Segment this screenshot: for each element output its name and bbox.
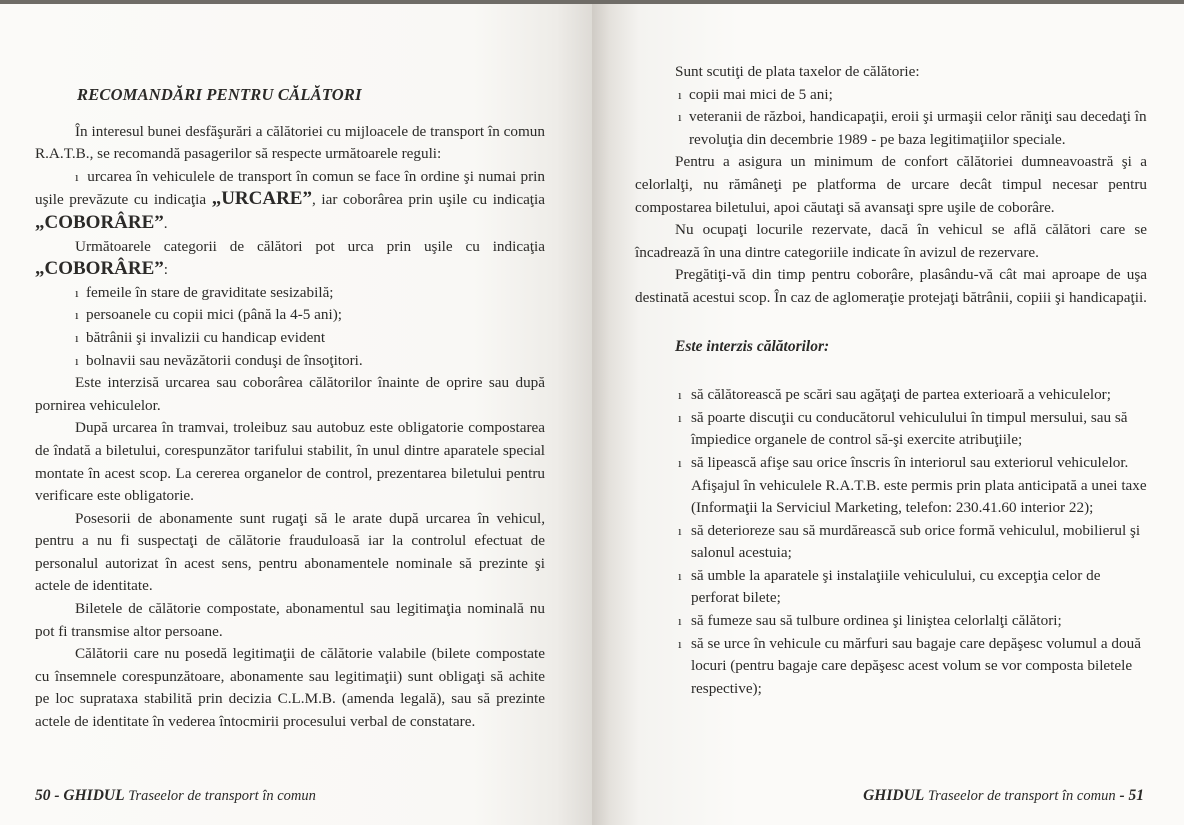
bullet-mark: ı: [678, 387, 682, 403]
list-item-text: bătrânii şi invalizii cu handicap evident: [86, 328, 326, 346]
right-page-footer: [863, 787, 1144, 805]
list-item: [635, 452, 1147, 520]
bullet-mark: ı: [678, 409, 682, 425]
list-item-text: persoanele cu copii mici (până la 4-5 ani);: [86, 306, 342, 324]
paragraph: Posesorii de abonamente sunt rugaţi să le arate după urcarea în vehicul, pentru a nu fi suspectaţi de călătorie frauduloasă iar la controlul efectuat de personalul autorizat în acest sens, pentru abonamentele nominale să prezinte şi actele de identitate.: [35, 509, 545, 595]
bullet-mark: ı: [678, 522, 682, 538]
list-item: [635, 520, 1147, 565]
paragraph: Pregătiţi-vă din timp pentru coborâre, plasându-vă cât mai aproape de uşa destinată acestui scop. În caz de aglomeraţie protejaţi bătrânii, copiii şi handicapaţii.: [635, 266, 1147, 306]
right-page: [592, 4, 1184, 825]
rule-text-a: urcarea în vehiculele de transport în comun se face în ordine şi numai prin uşile prevăzute cu indicaţia: [35, 167, 545, 209]
bullet-mark: ı: [678, 86, 682, 102]
paragraph: Călătorii care nu posedă legitimaţii de călătorie valabile (bilete compostate cu însemnele corespunzătoare, abonamente sau legitimaţii) sunt obligaţi să achite pe loc suprataxa stabilită prin decizia C.L.M.B. (amenda legală), sau să prezinte actele de identitate în vederea întocmirii procesului verbal de constatare.: [35, 645, 545, 731]
page-number: 50 -: [35, 787, 64, 804]
list-item-text: să se urce în vehicule cu mărfuri sau bagaje care depăşesc volumul a două locuri (pentru bagaje care depăşesc acest volum se vor composta biletele respective);: [691, 634, 1141, 697]
bullet-mark: ı: [75, 329, 79, 345]
list-item: [635, 407, 1147, 452]
page-number: - 51: [1115, 787, 1144, 804]
intro-paragraph: În interesul bunei desfăşurări a călătoriei cu mijloacele de transport în comun R.A.T.B., se recomandă pasagerilor să respecte următoarele reguli:: [35, 122, 545, 163]
categories-coborare-label: „COBORÂRE”: [35, 258, 164, 280]
forbidden-title: Este interzis călătorilor:: [675, 337, 830, 355]
categories-intro: [35, 236, 545, 282]
rule-text-c: .: [163, 214, 168, 232]
list-item: [635, 565, 1147, 610]
paragraph: Este interzisă urcarea sau coborârea călătorilor înainte de oprire sau după pornirea vehiculelor.: [35, 374, 545, 414]
list-item: [35, 304, 545, 327]
exempt-title: Sunt scutiţi de plata taxelor de călătorie:: [675, 63, 920, 80]
coborare-label: „COBORÂRE”: [35, 211, 164, 233]
paragraph: După urcarea în tramvai, troleibuz sau autobuz este obligatorie compostarea de îndată a biletului, corespunzător tarifului stabilit, în unul dintre aparatele special montate în acest scop. La cererea organelor de control, prezentarea biletului pentru verificare este obligatorie.: [35, 419, 545, 505]
urcare-label: „URCARE”: [211, 188, 312, 210]
footer-brand: GHIDUL: [863, 787, 925, 804]
list-item-text: femeile în stare de graviditate sesizabilă;: [86, 283, 334, 301]
paragraph: Pentru a asigura un minimum de confort călătoriei dumneavoastră şi a celorlalţi, nu rămâneţi pe platforma de urcare decât timpul necesar pentru compostarea biletului, apoi căutaţi să avansaţi spre uşile de coborâre.: [635, 153, 1147, 216]
list-item-text: să umble la aparatele şi instalaţiile vehiculului, cu excepţia celor de perforat bilete;: [691, 566, 1101, 607]
exempt-list: [635, 84, 1147, 152]
list-item: [35, 282, 545, 305]
bullet-mark: ı: [678, 109, 682, 125]
list-item: [635, 384, 1147, 407]
left-page-footer: [35, 787, 316, 805]
bullet-mark: ı: [678, 567, 682, 583]
categories-list: [35, 282, 545, 372]
list-item-text: copii mai mici de 5 ani;: [689, 85, 833, 103]
right-page-text: [635, 61, 1147, 700]
boarding-rule: [35, 166, 545, 236]
paragraph: Nu ocupaţi locurile rezervate, dacă în vehicul se află călători care se încadrează în una dintre categoriile indicate în avizul de rezervare.: [635, 221, 1147, 261]
list-item: [635, 84, 1147, 107]
list-item-text: să deterioreze sau să murdărească sub orice formă vehiculul, mobilierul şi salonul acestuia;: [691, 521, 1141, 562]
forbidden-list: [635, 384, 1147, 700]
bullet-mark: ı: [678, 454, 682, 470]
categories-colon: :: [163, 261, 169, 279]
rule-text-b: , iar coborârea prin uşile cu indicaţia: [311, 191, 545, 209]
page-title: RECOMANDĂRI PENTRU CĂLĂTORI: [77, 85, 362, 104]
footer-subtitle: Traseelor de transport în comun: [924, 788, 1116, 804]
paragraph: Biletele de călătorie compostate, abonamentul sau legitimaţia nominală nu pot fi transmise altor persoane.: [35, 600, 545, 640]
bullet-mark: ı: [75, 284, 79, 300]
list-item-text: veteranii de război, handicapaţii, eroii şi urmaşii celor răniţi sau decedaţi în revoluţia din decembrie 1989 - pe baza legitimaţiilor speciale.: [689, 108, 1147, 148]
list-item: [35, 350, 545, 373]
bullet-mark: ı: [75, 168, 79, 184]
left-page-text: [35, 84, 545, 734]
list-item: [635, 610, 1147, 633]
list-item: [35, 327, 545, 350]
list-item: [635, 633, 1147, 701]
footer-brand: GHIDUL: [63, 787, 125, 804]
list-item-text: să călătorească pe scări sau agăţaţi de partea exterioară a vehiculelor;: [691, 386, 1111, 404]
list-item-text: să fumeze sau să tulbure ordinea şi liniştea celorlalţi călători;: [691, 612, 1062, 630]
categories-text: Următoarele categorii de călători pot urca prin uşile cu indicaţia: [75, 237, 545, 255]
list-item-text: să poarte discuţii cu conducătorul vehiculului în timpul mersului, sau să împiedice organele de control să-şi exercite atribuţiile;: [691, 408, 1128, 449]
bullet-mark: ı: [678, 635, 682, 651]
bullet-mark: ı: [75, 307, 79, 323]
list-item-text: să lipească afişe sau orice înscris în interiorul sau exteriorul vehiculelor. Afişajul în vehiculele R.A.T.B. este permis prin plata anticipată a unei taxe (Informaţii la Serviciul Marketing, telefon: 230.41.60 interior 22);: [691, 453, 1147, 517]
bullet-mark: ı: [75, 352, 79, 368]
footer-subtitle: Traseelor de transport în comun: [124, 788, 316, 804]
left-page: [0, 4, 592, 825]
list-item-text: bolnavii sau nevăzătorii conduşi de însoţitori.: [86, 351, 363, 369]
list-item: [635, 106, 1147, 151]
bullet-mark: ı: [678, 613, 682, 629]
